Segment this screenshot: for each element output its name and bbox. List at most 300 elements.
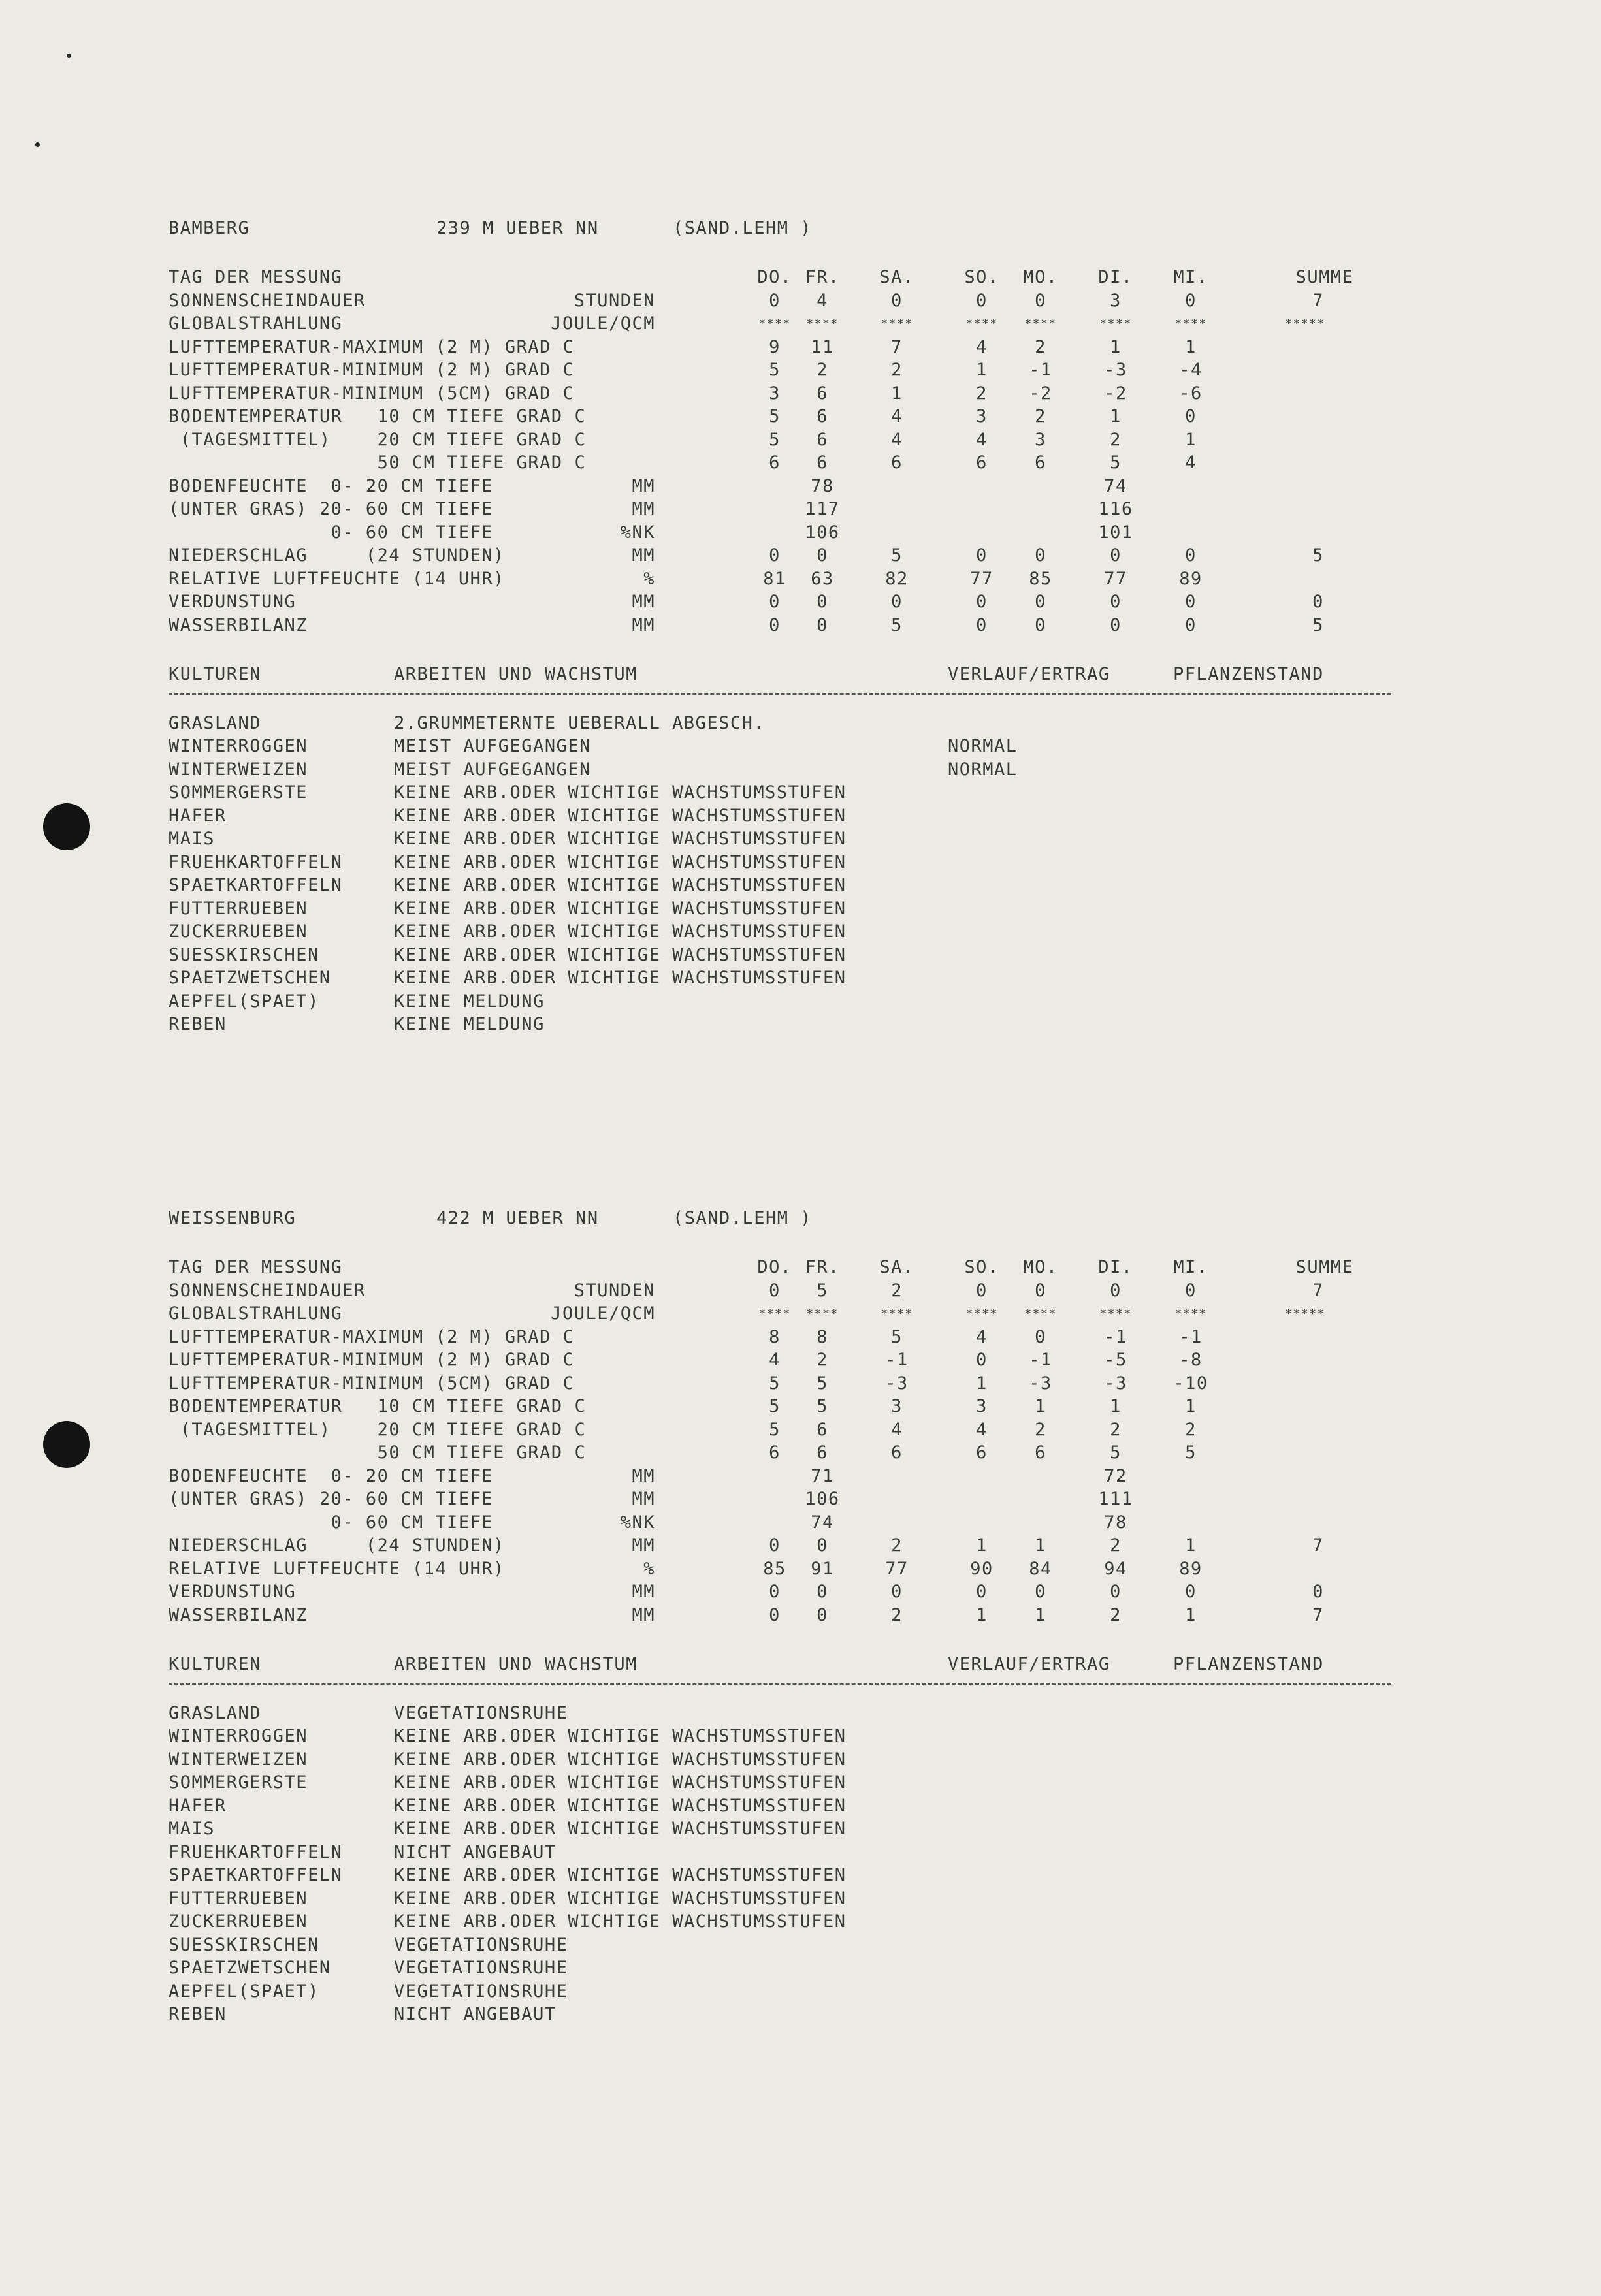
measurement-value: 0 [817, 1535, 828, 1555]
measurement-value: 5 [769, 1373, 781, 1394]
measurement-label: SONNENSCHEINDAUER [169, 290, 366, 311]
day-header-4: MO. [1023, 1257, 1058, 1277]
measurement-value: 0 [769, 614, 781, 635]
measurement-value: 6 [976, 1443, 988, 1463]
measurement-value: 5 [1185, 1443, 1197, 1463]
measurement-row [169, 1488, 1397, 1511]
speck-mark [35, 142, 40, 147]
measurement-row [169, 1441, 1397, 1465]
station-block-weissenburg [169, 1207, 1397, 2026]
kultur-work: VEGETATIONSRUHE [394, 1958, 568, 1978]
measurement-value: 77 [885, 1558, 909, 1579]
kultur-name: SPAETKARTOFFELN [169, 875, 343, 895]
measurement-value: **** [806, 317, 839, 330]
measurement-value: 6 [891, 453, 903, 473]
measurement-value: 0 [891, 592, 903, 612]
measurement-value: 85 [1029, 568, 1052, 589]
measurement-value: 2 [817, 360, 828, 380]
measurement-label: 0- 60 CM TIEFE [169, 1512, 494, 1533]
measurement-row [169, 1302, 1397, 1326]
measurement-row [169, 475, 1397, 498]
measurement-label: RELATIVE LUFTFEUCHTE (14 UHR) [169, 1558, 505, 1579]
kultur-name: FRUEHKARTOFFELN [169, 1842, 343, 1862]
measurement-value: 0 [976, 1280, 988, 1301]
punch-hole-bottom [43, 1421, 90, 1468]
measurement-value: 0 [1185, 290, 1197, 311]
measurement-label: WASSERBILANZ [169, 614, 308, 635]
kultur-name: GRASLAND [169, 712, 262, 733]
measurement-value: -1 [1179, 1326, 1203, 1347]
dashed-divider [169, 693, 1391, 712]
measurement-value: **** [881, 317, 913, 330]
measurement-value: 0 [976, 545, 988, 566]
kultur-work: KEINE ARB.ODER WICHTIGE WACHSTUMSSTUFEN [394, 921, 847, 942]
measurement-value: 5 [891, 614, 903, 635]
measurement-value: 6 [817, 429, 828, 450]
measurement-value: **** [1099, 1307, 1132, 1320]
measurement-value: 2 [817, 1350, 828, 1370]
kultur-name: WINTERWEIZEN [169, 1749, 308, 1770]
measurement-unit: JOULE/QCM [551, 1303, 655, 1324]
kultur-name: ZUCKERRUEBEN [169, 1911, 308, 1932]
measurement-value: 1 [891, 383, 903, 404]
measurement-value: **** [1024, 317, 1057, 330]
measurement-value: 11 [811, 336, 834, 357]
measurement-value: 1 [1110, 406, 1122, 426]
measurement-value: **** [1099, 317, 1132, 330]
measurement-value: 5 [817, 1280, 828, 1301]
measurement-value: 5 [769, 360, 781, 380]
measurement-value: 1 [976, 1373, 988, 1394]
kultur-row [169, 2003, 1397, 2026]
kultur-row [169, 1702, 1397, 1725]
measurement-value: 1 [976, 1535, 988, 1555]
measurement-value: 94 [1104, 1558, 1127, 1579]
measurement-row [169, 451, 1397, 475]
measurement-value: 0 [1185, 1582, 1197, 1602]
kultur-row [169, 874, 1397, 897]
measurement-row [169, 382, 1397, 406]
measurement-value: **** [965, 317, 998, 330]
measurement-value: -8 [1179, 1350, 1203, 1370]
kultur-name: SOMMERGERSTE [169, 1772, 308, 1793]
measurement-value: 3 [891, 1396, 903, 1416]
kultur-name: GRASLAND [169, 1702, 262, 1723]
measurement-value: 8 [769, 1326, 781, 1347]
summe-header: SUMME [1295, 267, 1354, 287]
measurement-unit: MM [632, 1535, 655, 1555]
kultur-row [169, 1771, 1397, 1794]
measurement-unit: MM [632, 1582, 655, 1602]
measurement-value: 2 [976, 383, 988, 404]
measurement-value: 3 [1110, 290, 1122, 311]
measurement-sum: ***** [1285, 317, 1325, 330]
measurement-value: 0 [769, 1604, 781, 1625]
kultur-name: WINTERROGGEN [169, 736, 308, 756]
measurement-value: 6 [817, 453, 828, 473]
station-name: WEISSENBURG [169, 1208, 297, 1228]
day-header-6: MI. [1173, 1257, 1208, 1277]
spacer [169, 637, 1397, 663]
station-altitude: 239 M UEBER NN [436, 218, 599, 238]
punch-hole-top [43, 803, 90, 850]
kultur-row [169, 851, 1397, 874]
measurement-value: 6 [817, 1419, 828, 1440]
measurement-sum: 0 [1312, 1582, 1324, 1602]
day-header-4: MO. [1023, 267, 1058, 287]
station-block-bamberg [169, 217, 1397, 1036]
measurement-value: 0 [1035, 1582, 1046, 1602]
kultur-work: KEINE ARB.ODER WICHTIGE WACHSTUMSSTUFEN [394, 1795, 847, 1816]
measurement-unit: JOULE/QCM [551, 313, 655, 334]
kultur-row [169, 966, 1397, 990]
measurement-sum: 7 [1312, 1535, 1324, 1555]
measurement-sum: 5 [1312, 614, 1324, 635]
measurement-value: 5 [817, 1396, 828, 1416]
measurement-value: -6 [1179, 383, 1203, 404]
measurement-row [169, 498, 1397, 521]
day-header-2: SA. [879, 1257, 914, 1277]
measurement-value: 2 [1110, 429, 1122, 450]
kultur-work: KEINE ARB.ODER WICHTIGE WACHSTUMSSTUFEN [394, 1865, 847, 1885]
measurement-value: 5 [891, 1326, 903, 1347]
measurement-value: -2 [1104, 383, 1127, 404]
kultur-row [169, 1794, 1397, 1818]
day-header-0: DO. [757, 1257, 792, 1277]
measurement-value: 0 [817, 614, 828, 635]
measurement-value: 1 [1035, 1396, 1046, 1416]
measurement-value: 0 [1185, 545, 1197, 566]
measurement-value: 4 [1185, 453, 1197, 473]
spacer [169, 240, 1397, 266]
measurement-value: 63 [811, 568, 834, 589]
measurement-unit: %NK [620, 522, 655, 543]
measurement-value: -3 [885, 1373, 909, 1394]
measurement-value: 4 [976, 429, 988, 450]
measurement-value: 0 [1110, 592, 1122, 612]
kultur-name: SUESSKIRSCHEN [169, 1934, 319, 1955]
measurement-unit: STUNDEN [574, 290, 655, 311]
measurement-value: 89 [1179, 568, 1203, 589]
kultur-verlauf: NORMAL [948, 736, 1018, 756]
measurement-value: 6 [817, 1443, 828, 1463]
measurement-label: (TAGESMITTEL) 20 CM TIEFE GRAD C [169, 429, 587, 450]
measurement-value: 5 [1110, 453, 1122, 473]
measurement-value: 1 [1185, 429, 1197, 450]
measurement-sum: ***** [1285, 1307, 1325, 1320]
measurement-row [169, 359, 1397, 382]
kultur-row [169, 1748, 1397, 1772]
measurement-row [169, 428, 1397, 452]
pflanzenstand-header: PFLANZENSTAND [1173, 664, 1324, 684]
measurement-label: LUFTTEMPERATUR-MINIMUM (2 M) GRAD C [169, 360, 575, 380]
measurement-row [169, 1511, 1397, 1535]
kultur-work: NICHT ANGEBAUT [394, 1842, 557, 1862]
measurement-label: BODENFEUCHTE 0- 20 CM TIEFE [169, 1465, 494, 1486]
measurement-row [169, 544, 1397, 567]
measurement-unit: MM [632, 592, 655, 612]
pflanzenstand-header: PFLANZENSTAND [1173, 1654, 1324, 1674]
day-header-row [169, 266, 1397, 289]
measurement-value: -1 [1104, 1326, 1127, 1347]
spacer [169, 1230, 1397, 1256]
measurement-sum: 7 [1312, 1604, 1324, 1625]
measurement-row [169, 1395, 1397, 1418]
kultur-work: MEIST AUFGEGANGEN [394, 759, 591, 780]
measurement-value: 1 [1185, 336, 1197, 357]
measurement-value: 117 [805, 499, 840, 519]
measurement-value: 2 [1035, 406, 1046, 426]
kultur-verlauf: NORMAL [948, 759, 1018, 780]
measurement-value: **** [758, 1307, 791, 1320]
day-header-1: FR. [805, 267, 840, 287]
measurement-value: 82 [885, 568, 909, 589]
measurement-value: 116 [1098, 499, 1133, 519]
measurement-value: 1 [1035, 1535, 1046, 1555]
measurement-value: 4 [976, 336, 988, 357]
measurement-value: 101 [1098, 522, 1133, 543]
measurement-value: 5 [817, 1373, 828, 1394]
kultur-name: SOMMERGERSTE [169, 782, 308, 803]
kultur-name: SPAETZWETSCHEN [169, 1958, 331, 1978]
measurement-value: 78 [1104, 1512, 1127, 1533]
measurement-value: 6 [817, 383, 828, 404]
measurement-value: 1 [976, 360, 988, 380]
kultur-name: SUESSKIRSCHEN [169, 944, 319, 965]
day-header-3: SO. [964, 267, 999, 287]
kultur-row [169, 1934, 1397, 1957]
measurement-value: -3 [1029, 1373, 1052, 1394]
measurement-value: 4 [976, 1419, 988, 1440]
measurement-row [169, 567, 1397, 591]
measurement-value: 0 [1185, 614, 1197, 635]
kultur-row [169, 1956, 1397, 1980]
measurement-value: **** [758, 317, 791, 330]
measurement-unit: MM [632, 545, 655, 566]
measurement-value: 0 [1035, 1326, 1046, 1347]
kultur-work: VEGETATIONSRUHE [394, 1702, 568, 1723]
kultur-row [169, 1980, 1397, 2003]
kultur-work: VEGETATIONSRUHE [394, 1981, 568, 2001]
measurement-label: RELATIVE LUFTFEUCHTE (14 UHR) [169, 568, 505, 589]
measurement-value: 0 [1035, 1280, 1046, 1301]
measurement-label: VERDUNSTUNG [169, 1582, 297, 1602]
measurement-value: 5 [769, 429, 781, 450]
measurement-value: -2 [1029, 383, 1052, 404]
measurement-value: 106 [805, 522, 840, 543]
measurement-value: 74 [811, 1512, 834, 1533]
measurement-value: 0 [769, 592, 781, 612]
measurement-value: 4 [976, 1326, 988, 1347]
day-header-6: MI. [1173, 267, 1208, 287]
kultur-work: KEINE ARB.ODER WICHTIGE WACHSTUMSSTUFEN [394, 968, 847, 988]
measurement-value: **** [965, 1307, 998, 1320]
measurement-value: 2 [891, 1535, 903, 1555]
day-header-3: SO. [964, 1257, 999, 1277]
measurement-value: 6 [976, 453, 988, 473]
kultur-row [169, 944, 1397, 967]
measurement-value: 2 [891, 1604, 903, 1625]
kultur-work: KEINE ARB.ODER WICHTIGE WACHSTUMSSTUFEN [394, 875, 847, 895]
measurement-value: 2 [1110, 1419, 1122, 1440]
measurement-value: 0 [976, 1582, 988, 1602]
measurement-row [169, 405, 1397, 428]
kultur-name: AEPFEL(SPAET) [169, 1981, 319, 2001]
measurement-value: -10 [1173, 1373, 1208, 1394]
kultur-name: FRUEHKARTOFFELN [169, 852, 343, 872]
kultur-name: AEPFEL(SPAET) [169, 991, 319, 1012]
measurement-value: 4 [769, 1350, 781, 1370]
measurement-label: (TAGESMITTEL) 20 CM TIEFE GRAD C [169, 1419, 587, 1440]
kultur-work: KEINE ARB.ODER WICHTIGE WACHSTUMSSTUFEN [394, 944, 847, 965]
kultur-row [169, 1817, 1397, 1841]
measurement-value: 6 [817, 406, 828, 426]
measurement-sum: 0 [1312, 592, 1324, 612]
measurement-value: 5 [1110, 1443, 1122, 1463]
kultur-row [169, 781, 1397, 805]
measurement-value: 0 [1035, 614, 1046, 635]
measurement-row [169, 336, 1397, 359]
kulturen-header-row [169, 663, 1397, 686]
kultur-work: 2.GRUMMETERNTE UEBERALL ABGESCH. [394, 712, 766, 733]
tag-der-messung-label: TAG DER MESSUNG [169, 1257, 343, 1277]
kultur-row [169, 1013, 1397, 1036]
station-soil: (SAND.LEHM ) [673, 218, 813, 238]
kultur-row [169, 1725, 1397, 1748]
station-title-line [169, 1207, 1397, 1230]
measurement-value: 0 [1185, 592, 1197, 612]
day-header-5: DI. [1098, 267, 1133, 287]
measurement-value: 0 [1035, 545, 1046, 566]
measurement-value: 4 [891, 1419, 903, 1440]
tag-der-messung-label: TAG DER MESSUNG [169, 267, 343, 287]
measurement-value: 90 [970, 1558, 994, 1579]
verlauf-header: VERLAUF/ERTRAG [948, 664, 1110, 684]
measurement-unit: % [643, 568, 655, 589]
measurement-value: -1 [1029, 1350, 1052, 1370]
measurement-value: 0 [1110, 545, 1122, 566]
measurement-value: 4 [891, 429, 903, 450]
kultur-work: NICHT ANGEBAUT [394, 2004, 557, 2024]
measurement-value: 6 [769, 1443, 781, 1463]
measurement-value: 0 [1185, 406, 1197, 426]
measurement-value: 85 [763, 1558, 786, 1579]
measurement-value: 106 [805, 1489, 840, 1509]
arbeiten-header: ARBEITEN UND WACHSTUM [394, 1654, 638, 1674]
kultur-row [169, 827, 1397, 851]
measurement-label: GLOBALSTRAHLUNG [169, 1303, 343, 1324]
kultur-name: SPAETZWETSCHEN [169, 968, 331, 988]
measurement-row [169, 1326, 1397, 1349]
measurement-value: 8 [817, 1326, 828, 1347]
kultur-work: KEINE ARB.ODER WICHTIGE WACHSTUMSSTUFEN [394, 805, 847, 826]
station-altitude: 422 M UEBER NN [436, 1208, 599, 1228]
measurement-value: 1 [976, 1604, 988, 1625]
kultur-name: HAFER [169, 805, 227, 826]
station-soil: (SAND.LEHM ) [673, 1208, 813, 1228]
measurement-value: 5 [769, 1419, 781, 1440]
kultur-work: KEINE MELDUNG [394, 1014, 545, 1034]
kultur-work: KEINE ARB.ODER WICHTIGE WACHSTUMSSTUFEN [394, 1726, 847, 1746]
measurement-value: 4 [891, 406, 903, 426]
kultur-name: WINTERROGGEN [169, 1726, 308, 1746]
measurement-label: BODENFEUCHTE 0- 20 CM TIEFE [169, 475, 494, 496]
measurement-label: BODENTEMPERATUR 10 CM TIEFE GRAD C [169, 1396, 587, 1416]
measurement-value: 0 [769, 290, 781, 311]
measurement-value: 9 [769, 336, 781, 357]
kultur-work: KEINE ARB.ODER WICHTIGE WACHSTUMSSTUFEN [394, 782, 847, 803]
measurement-value: 1 [1035, 1604, 1046, 1625]
day-header-2: SA. [879, 267, 914, 287]
kultur-row [169, 1841, 1397, 1864]
measurement-row [169, 1557, 1397, 1581]
measurement-label: BODENTEMPERATUR 10 CM TIEFE GRAD C [169, 406, 587, 426]
measurement-row [169, 1580, 1397, 1604]
measurement-row [169, 289, 1397, 313]
kultur-work: KEINE ARB.ODER WICHTIGE WACHSTUMSSTUFEN [394, 1772, 847, 1793]
measurement-row [169, 1418, 1397, 1442]
measurement-value: 0 [891, 1582, 903, 1602]
measurement-value: 2 [1110, 1535, 1122, 1555]
day-header-1: FR. [805, 1257, 840, 1277]
station-title-line [169, 217, 1397, 240]
station-name: BAMBERG [169, 218, 250, 238]
measurement-value: **** [806, 1307, 839, 1320]
measurement-unit: MM [632, 1604, 655, 1625]
measurement-value: 0 [769, 1280, 781, 1301]
measurement-label: VERDUNSTUNG [169, 592, 297, 612]
measurement-label: NIEDERSCHLAG (24 STUNDEN) [169, 1535, 505, 1555]
measurement-value: 0 [976, 1350, 988, 1370]
measurement-value: 0 [891, 290, 903, 311]
kultur-name: FUTTERRUEBEN [169, 1888, 308, 1909]
measurement-value: 6 [891, 1443, 903, 1463]
measurement-value: 3 [976, 406, 988, 426]
measurement-sum: 7 [1312, 290, 1324, 311]
measurement-label: LUFTTEMPERATUR-MAXIMUM (2 M) GRAD C [169, 336, 575, 357]
measurement-value: **** [1174, 1307, 1207, 1320]
dashed-divider [169, 1683, 1391, 1702]
kulturen-header: KULTUREN [169, 1654, 262, 1674]
measurement-value: 77 [970, 568, 994, 589]
measurement-value: -3 [1104, 360, 1127, 380]
measurement-unit: MM [632, 1465, 655, 1486]
measurement-sum: 5 [1312, 545, 1324, 566]
measurement-value: 4 [817, 290, 828, 311]
measurement-row [169, 614, 1397, 637]
kultur-work: KEINE ARB.ODER WICHTIGE WACHSTUMSSTUFEN [394, 898, 847, 919]
measurement-value: 6 [1035, 453, 1046, 473]
measurement-value: -1 [885, 1350, 909, 1370]
arbeiten-header: ARBEITEN UND WACHSTUM [394, 664, 638, 684]
measurement-value: 0 [1110, 614, 1122, 635]
measurement-row [169, 1604, 1397, 1627]
measurement-value: 111 [1098, 1489, 1133, 1509]
day-header-5: DI. [1098, 1257, 1133, 1277]
measurement-value: 77 [1104, 568, 1127, 589]
measurement-row [169, 1372, 1397, 1395]
measurement-label: GLOBALSTRAHLUNG [169, 313, 343, 334]
measurement-row [169, 1348, 1397, 1372]
kultur-work: KEINE ARB.ODER WICHTIGE WACHSTUMSSTUFEN [394, 1749, 847, 1770]
measurement-value: 78 [811, 475, 834, 496]
measurement-value: 2 [1185, 1419, 1197, 1440]
measurement-row [169, 521, 1397, 545]
measurement-value: -3 [1104, 1373, 1127, 1394]
measurement-value: 3 [976, 1396, 988, 1416]
measurement-value: **** [881, 1307, 913, 1320]
measurement-value: **** [1174, 317, 1207, 330]
